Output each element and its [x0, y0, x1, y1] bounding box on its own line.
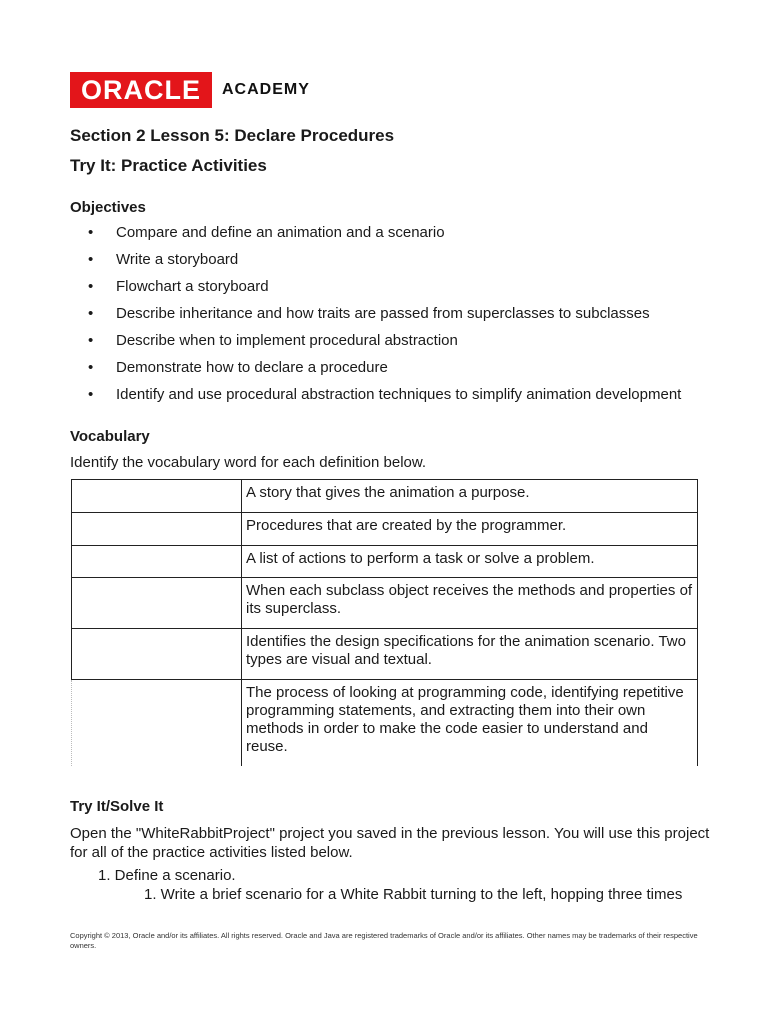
objectives-list [88, 223, 681, 412]
vocabulary-heading: Vocabulary [70, 428, 150, 445]
try-it-heading: Try It/Solve It [70, 798, 164, 815]
bullet-glyph: • [88, 251, 94, 268]
vocab-word-cell[interactable] [72, 513, 242, 546]
list-item [88, 277, 681, 304]
list-item [88, 250, 681, 277]
objective-text: Compare and define an animation and a scenario [116, 224, 445, 241]
vocab-definition-cell: Identifies the design specifications for the animation scenario. Two types are visual and textual. [242, 629, 698, 680]
vocab-definition-cell: The process of looking at programming code, identifying repetitive programming statements, and extracting them into their own methods in order to make the code easier to understand and reuse. [242, 680, 698, 766]
oracle-logo-box: ORACLE [70, 72, 212, 108]
vocab-definition-cell: When each subclass object receives the methods and properties of its superclass. [242, 578, 698, 629]
vocab-word-cell[interactable] [72, 546, 242, 578]
table-row [72, 546, 698, 578]
vocab-word-cell[interactable] [72, 578, 242, 629]
objective-text: Describe when to implement procedural abstraction [116, 332, 458, 349]
table-row [72, 629, 698, 680]
objective-text: Identify and use procedural abstraction techniques to simplify animation development [116, 386, 682, 403]
objectives-heading: Objectives [70, 199, 146, 216]
vocabulary-table [71, 479, 698, 766]
list-item [88, 223, 681, 250]
objective-text: Flowchart a storyboard [116, 278, 269, 295]
vocab-definition-cell: A list of actions to perform a task or solve a problem. [242, 546, 698, 578]
step-1: 1. Define a scenario. [98, 867, 236, 884]
vocab-definition-cell: A story that gives the animation a purpose. [242, 480, 698, 513]
bullet-glyph: • [88, 278, 94, 295]
objective-text: Write a storyboard [116, 251, 239, 268]
page-subtitle: Try It: Practice Activities [70, 156, 267, 175]
copyright-footer: Copyright © 2013, Oracle and/or its affiliates. All rights reserved. Oracle and Java are registered trademarks of Oracle and/or its affiliates. Other names may be trademarks of their respective owners. [70, 931, 698, 950]
table-row [72, 680, 698, 766]
objective-text: Describe inheritance and how traits are passed from superclasses to subclasses [116, 305, 650, 322]
vocab-definition-cell: Procedures that are created by the programmer. [242, 513, 698, 546]
bullet-glyph: • [88, 305, 94, 322]
page-title: Section 2 Lesson 5: Declare Procedures [70, 126, 395, 145]
table-row [72, 578, 698, 629]
step-1-1: 1. Write a brief scenario for a White Rabbit turning to the left, hopping three times [144, 886, 683, 903]
table-row [72, 513, 698, 546]
bullet-glyph: • [88, 386, 94, 403]
oracle-academy-logo [70, 72, 310, 108]
list-item [88, 331, 681, 358]
table-row [72, 480, 698, 513]
try-it-intro: Open the "WhiteRabbitProject" project you saved in the previous lesson. You will use this project for all of the practice activities listed below. [70, 825, 710, 861]
vocab-word-cell[interactable] [72, 629, 242, 680]
objective-text: Demonstrate how to declare a procedure [116, 359, 388, 376]
list-item [88, 385, 681, 412]
bullet-glyph: • [88, 224, 94, 241]
vocabulary-intro: Identify the vocabulary word for each definition below. [70, 454, 427, 471]
bullet-glyph: • [88, 332, 94, 349]
vocab-word-cell[interactable] [72, 480, 242, 513]
bullet-glyph: • [88, 359, 94, 376]
vocab-word-cell[interactable] [72, 680, 242, 766]
list-item [88, 358, 681, 385]
list-item [88, 304, 681, 331]
academy-label: ACADEMY [222, 81, 310, 98]
